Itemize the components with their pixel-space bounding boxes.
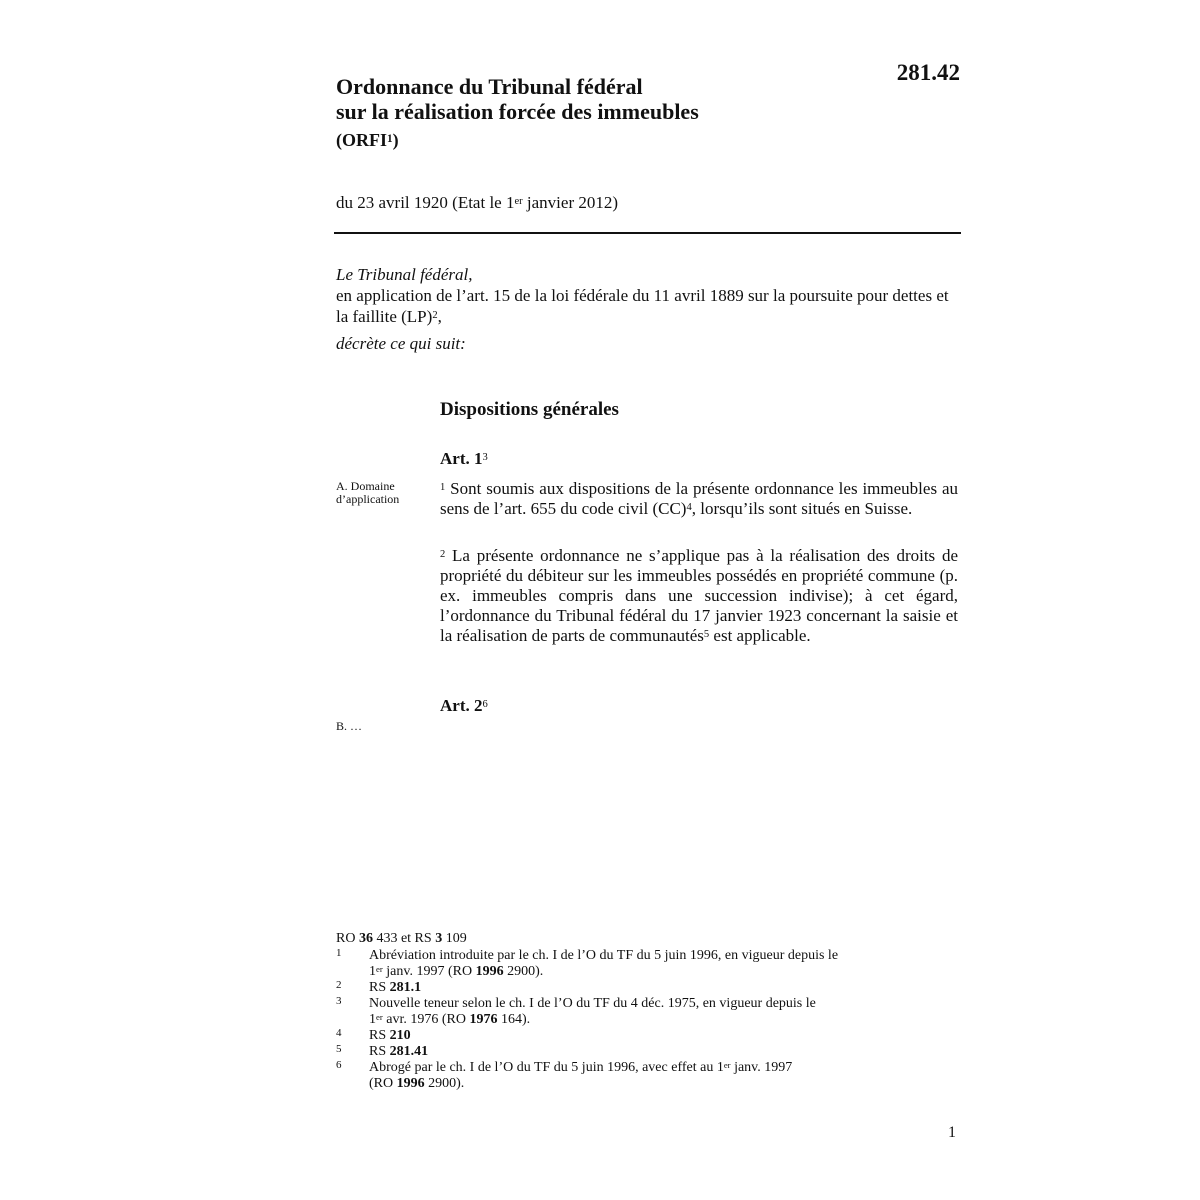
title-line-2: sur la réalisation forcée des immeubles [336,99,699,124]
article-1-margin-title [336,480,426,506]
preamble-basis [336,285,961,327]
footnote-text-part: avr. 1976 (RO [382,1012,470,1027]
footnote-bold: 1996 [475,964,504,979]
footnote-text [369,1044,936,1060]
preamble-decree: décrète ce qui suit: [336,334,466,353]
rs-page: 109 [442,931,467,946]
page-number: 1 [948,1124,956,1141]
footnotes [336,931,936,1092]
footnote-bold: 1976 [469,1012,498,1027]
footnote-sup: er [723,1059,731,1070]
footnote-sup: er [376,963,383,974]
footnote-text [369,980,936,996]
footnote-text-part: 1 [369,1012,376,1027]
page-title [336,74,699,124]
footnote-1 [336,948,936,980]
footnote-bold: 281.41 [389,1044,429,1059]
footnote-text: Abréviation introduite par le ch. I de l’O du TF du 5 juin 1996, en vigueur depuis le [369,948,839,963]
footnote-text-part: RS [369,980,390,995]
footnote-ref-4[interactable]: 4 [686,502,692,514]
footnote-text-line-2 [369,1076,936,1092]
abbreviation-text: (ORFI [336,130,387,150]
footnote-text [369,1060,936,1076]
footnote-2 [336,980,936,996]
footnote-ref-6[interactable]: 6 [482,699,488,711]
footnote-6 [336,1060,936,1092]
footnote-ref-5[interactable]: 5 [703,629,710,641]
paragraph-number: 1 [440,482,446,494]
abbreviation [336,130,399,151]
footnote-ref-2[interactable]: 2 [432,310,438,322]
footnote-number: 6 [336,1059,342,1071]
systematic-number: 281.42 [896,60,960,85]
section-title: Dispositions générales [440,399,619,420]
ro-page: 433 et RS [372,931,436,946]
paragraph-text: Sont soumis aux dispositions de la présente ordonnance les immeubles au sens de l’art. 655 du code civil (CC) [440,479,958,518]
header-divider [334,232,961,234]
footnote-text-line-2 [369,964,936,980]
footnote-text-part: janv. 1997 [730,1060,793,1075]
preamble-authority: Le Tribunal fédéral, [336,265,473,284]
footnote-bold: 1996 [396,1076,425,1091]
title-line-1: Ordonnance du Tribunal fédéral [336,74,643,99]
footnote-ref-1[interactable]: 1 [387,133,393,146]
footnote-text-part: Abrogé par le ch. I de l’O du TF du 5 juin 1996, avec effet au 1 [369,1060,724,1075]
ro-reference [336,931,936,947]
date-sup: er [514,196,523,208]
footnote-bold: 281.1 [389,980,422,995]
article-1-label: Art. 1 [440,449,483,468]
preamble-basis-end: , [437,307,442,326]
date-suffix: janvier 2012) [522,193,619,212]
footnote-5 [336,1044,936,1060]
footnote-text-part: 1 [369,964,376,979]
ro-label: RO [336,931,359,946]
footnote-text-part: RS [369,1028,390,1043]
article-2-margin-title: B. … [336,719,363,733]
footnote-number: 3 [336,995,342,1007]
footnote-number: 1 [336,947,342,959]
footnote-text-part: 164). [497,1012,531,1027]
abbreviation-close: ) [392,130,399,150]
footnote-4 [336,1028,936,1044]
footnote-text-part: janv. 1997 (RO [382,964,476,979]
document-date [336,193,618,213]
paragraph-text-end: , lorsqu’ils sont situés en Suisse. [691,499,913,518]
footnote-sup: er [376,1011,383,1022]
footnote-number: 4 [336,1027,342,1039]
article-1-heading [440,449,488,469]
ro-volume: 36 [358,931,373,946]
article-2-heading [440,696,488,716]
preamble [336,264,961,354]
paragraph-text: La présente ordonnance ne s’applique pas à la réalisation des droits de propriété du débiteur sur les immeubles possédés en propriété commune (p. ex. immeubles compris dans une succession indivise); à cet égard, l’ordonnance du Tribunal fédéral du 17 janvier 1923 concernant la saisie et la réalisation de parts de communautés [440,546,958,645]
date-prefix: du 23 avril 1920 (Etat le 1 [336,193,515,212]
footnote-text-part: 2900). [424,1076,465,1091]
footnote-text: Nouvelle teneur selon le ch. I de l’O du TF du 4 déc. 1975, en vigueur depuis le [369,996,816,1011]
paragraph-text-end: est applicable. [709,626,811,645]
footnote-text-part: RS [369,1044,390,1059]
footnote-text-part: 2900). [503,964,544,979]
footnote-number: 2 [336,979,342,991]
margin-title-line-1: A. Domaine [336,479,395,493]
margin-title-line-2: d’application [336,492,400,506]
footnote-3 [336,996,936,1028]
footnote-ref-3[interactable]: 3 [482,452,488,464]
article-1-paragraph-2 [440,546,958,646]
article-2-label: Art. 2 [440,696,483,715]
footnote-text [369,1028,936,1044]
rs-volume: 3 [435,931,443,946]
footnote-text-line-2 [369,1012,936,1028]
footnote-number: 5 [336,1043,342,1055]
preamble-basis-text: en application de l’art. 15 de la loi fédérale du 11 avril 1889 sur la poursuite pour dettes et la faillite (LP) [336,286,949,326]
paragraph-number: 2 [440,549,446,561]
article-1-paragraph-1 [440,479,958,519]
footnote-text-part: (RO [369,1076,397,1091]
footnote-bold: 210 [389,1028,411,1043]
